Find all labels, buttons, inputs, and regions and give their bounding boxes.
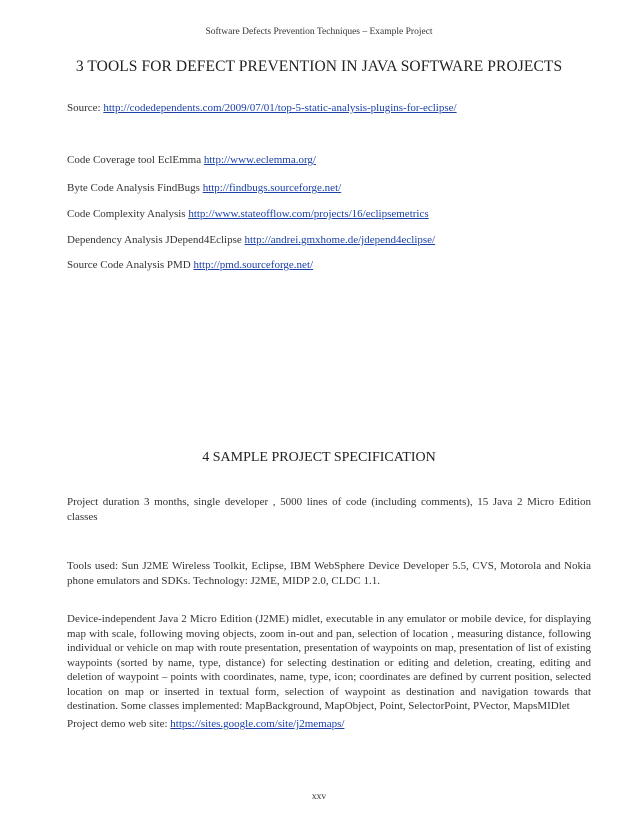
section-4-heading: 4 SAMPLE PROJECT SPECIFICATION (202, 450, 436, 465)
source-label: Source: (67, 102, 104, 114)
tool-link-findbugs[interactable]: http://findbugs.sourceforge.net/ (202, 182, 342, 194)
tool-link-eclipsemetrics[interactable]: http://www.stateofflow.com/projects/16/eclipsemetrics (188, 208, 429, 220)
tools-used-paragraph: Tools used: Sun J2ME Wireless Toolkit, Eclipse, IBM WebSphere Device Developer 5.5, CVS, Motorola and Nokia phone emulators and SDKs. Technology: J2ME, MIDP 2.0, CLDC 1.1. (67, 560, 591, 587)
tool-label: Dependency Analysis JDepend4Eclipse (67, 234, 245, 246)
running-header: Software Defects Prevention Techniques – Example Project (205, 27, 433, 37)
source-line (67, 102, 457, 114)
demo-line (67, 717, 591, 732)
tool-label: Code Coverage tool EclEmma (67, 154, 204, 166)
tool-label: Code Complexity Analysis (67, 208, 189, 220)
tool-label: Byte Code Analysis FindBugs (67, 182, 203, 194)
section-3-heading: 3 TOOLS FOR DEFECT PREVENTION IN JAVA SOFTWARE PROJECTS (75, 58, 563, 75)
tool-link-jdepend[interactable]: http://andrei.gmxhome.de/jdepend4eclipse/ (244, 234, 436, 246)
tool-line-eclipsemetrics (67, 208, 429, 220)
tool-line-jdepend (67, 234, 435, 246)
demo-label: Project demo web site: (67, 718, 171, 730)
tool-link-eclemma[interactable]: http://www.eclemma.org/ (203, 154, 316, 166)
demo-link[interactable]: https://sites.google.com/site/j2memaps/ (170, 718, 345, 730)
tool-line-pmd (67, 259, 313, 271)
tool-line-findbugs (67, 182, 341, 194)
page-number: xxv (311, 792, 327, 802)
tool-label: Source Code Analysis PMD (67, 259, 194, 271)
description-paragraph: Device-independent Java 2 Micro Edition (J2ME) midlet, executable in any emulator or mobile device, for displaying map with scale, following moving objects, zoom in-out and pan, selection of location , measuring distance, following individual or vehicle on map with route presentation, presentation of waypoints on map, presentation of list of existing waypoints (sorted by name, type, distance) for selecting destination or editing and deletion, creating, editing and deletion of waypoint – points with coordinates, name, type, icon; coordinates are defined by current position, selected location on map or inserted in textual form, selection of waypoint as destination and navigation towards that destination. Some classes implemented: MapBackground, MapObject, Point, SelectorPoint, PVector, MapsMIDlet (67, 613, 591, 712)
tool-line-eclemma (67, 154, 316, 166)
tool-link-pmd[interactable]: http://pmd.sourceforge.net/ (193, 259, 314, 271)
project-duration-paragraph: Project duration 3 months, single developer , 5000 lines of code (including comments), 15 Java 2 Micro Edition classes (67, 496, 591, 523)
source-link[interactable]: http://codedependents.com/2009/07/01/top-5-static-analysis-plugins-for-eclipse/ (103, 102, 457, 114)
